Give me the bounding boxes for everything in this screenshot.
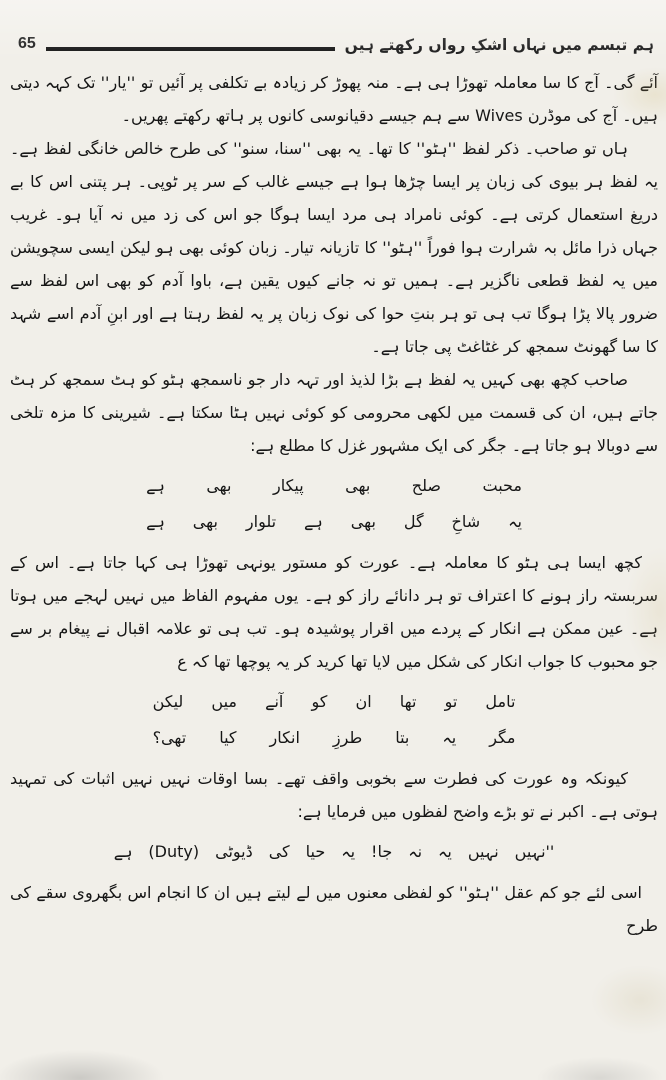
paragraph: اسی لئے جو کم عقل ''ہٹو'' کو لفظی معنوں میں لے لیتے ہیں ان کا انجام اس بگھروی سقے کی طرح bbox=[10, 883, 658, 935]
verse-line: یہ شاخِ گل بھی ہے تلوار بھی ہے bbox=[146, 512, 522, 531]
page-number: 65 bbox=[18, 35, 36, 52]
verse-line: تامل تو تھا ان کو آنے میں لیکن bbox=[152, 692, 516, 711]
paragraph: صاحب کچھ بھی کہیں یہ لفظ ہے بڑا لذیذ اور تہہ دار جو ناسمجھ ہٹو کو ہٹ سمجھ کر ہٹ جاتے ہیں، ان کی قسمت میں لکھی محرومی کو کوئی نہیں ہٹا سکتا ہے۔ شیرینی کا مزہ تلخی سے دوبالا ہو جاتا ہے۔ جگر کی ایک مشہور غزل کا مطلع ہے: bbox=[10, 370, 658, 455]
paragraph: کیونکہ وہ عورت کی فطرت سے بخوبی واقف تھے۔ بسا اوقات نہیں نہیں اثبات کی تمہید ہوتی ہے۔ اکبر نے تو بڑے واضح لفظوں میں فرمایا ہے: bbox=[10, 769, 658, 821]
paragraph: آئے گی۔ آج کا سا معاملہ تھوڑا ہی ہے۔ منہ پھوڑ کر زیادہ بے تکلفی پر آئیں تو ''یار'' تک کہہ دیتی ہیں۔ آج کی موڈرن Wives سے ہم جیسے دقیانوسی کانوں پر ہاتھ رکھتے پھریں۔ bbox=[10, 73, 658, 125]
verse-couplet bbox=[153, 684, 516, 756]
verse-couplet bbox=[146, 468, 522, 540]
header-rule bbox=[46, 47, 335, 51]
verse-line: محبت صلح بھی پیکار بھی ہے bbox=[146, 476, 522, 495]
page-header bbox=[10, 30, 658, 56]
verse-line: ''نہیں نہیں یہ نہ جا! یہ حیا کی ڈیوٹی (Duty) ہے bbox=[113, 842, 555, 861]
paragraph: کچھ ایسا ہی ہٹو کا معاملہ ہے۔ عورت کو مستور یونہی تھوڑا ہی کہا جاتا ہے۔ اس کے سربستہ راز ہونے کا اعتراف تو ہر دانائے راز کو ہے۔ یوں مفہوم الفاظ میں نہیں لہجے میں ہوتا ہے۔ عین ممکن ہے انکار کے پردے میں اقرار پوشیدہ ہو۔ تب ہی تو علامہ اقبال نے پیغام بر سے جو محبوب کا جواب انکار کی شکل میں لایا تھا کرید کر یہ پوچھا تھا کہ ع bbox=[10, 553, 658, 671]
verse-couplet bbox=[114, 834, 555, 870]
paragraph: ہاں تو صاحب۔ ذکر لفظ ''ہٹو'' کا تھا۔ یہ بھی ''سنا، سنو'' کی طرح خالص خانگی لفظ ہے۔ یہ لفظ ہر بیوی کی زبان پر ایسا چڑھا ہوا ہے جیسے غالب کے سر پر ٹوپی۔ ہر پتنی اس کا بے دریغ استعمال کرتی ہے۔ کوئی نامراد ہی مرد ایسا ہوگا جو اس کی زد میں نہ آیا ہو۔ غریب جہاں ذرا مائل بہ شرارت ہوا فوراً ''ہٹو'' کا تازیانہ تیار۔ زبان کوئی بھی ہو لیکن ایسی سچویشن میں یہ لفظ قطعی ناگزیر ہے۔ ہمیں تو نہ جانے کیوں یقین ہے، باوا آدم کو بھی اس لفظ سے ضرور پالا پڑا ہوگا تب ہی تو ہر بنتِ حوا کی نوک زبان پر یہ لفظ رہتا ہے اور ابنِ آدم اسے شہد کا سا گھونٹ سمجھ کر غٹاغٹ پی جاتا ہے۔ bbox=[10, 139, 658, 356]
running-head-title: ہم تبسم میں نہاں اشکِ رواں رکھتے ہیں bbox=[344, 36, 654, 54]
verse-line: مگر یہ بتا طرزِ انکار کیا تھی؟ bbox=[152, 728, 516, 747]
page-body-text bbox=[10, 66, 658, 942]
